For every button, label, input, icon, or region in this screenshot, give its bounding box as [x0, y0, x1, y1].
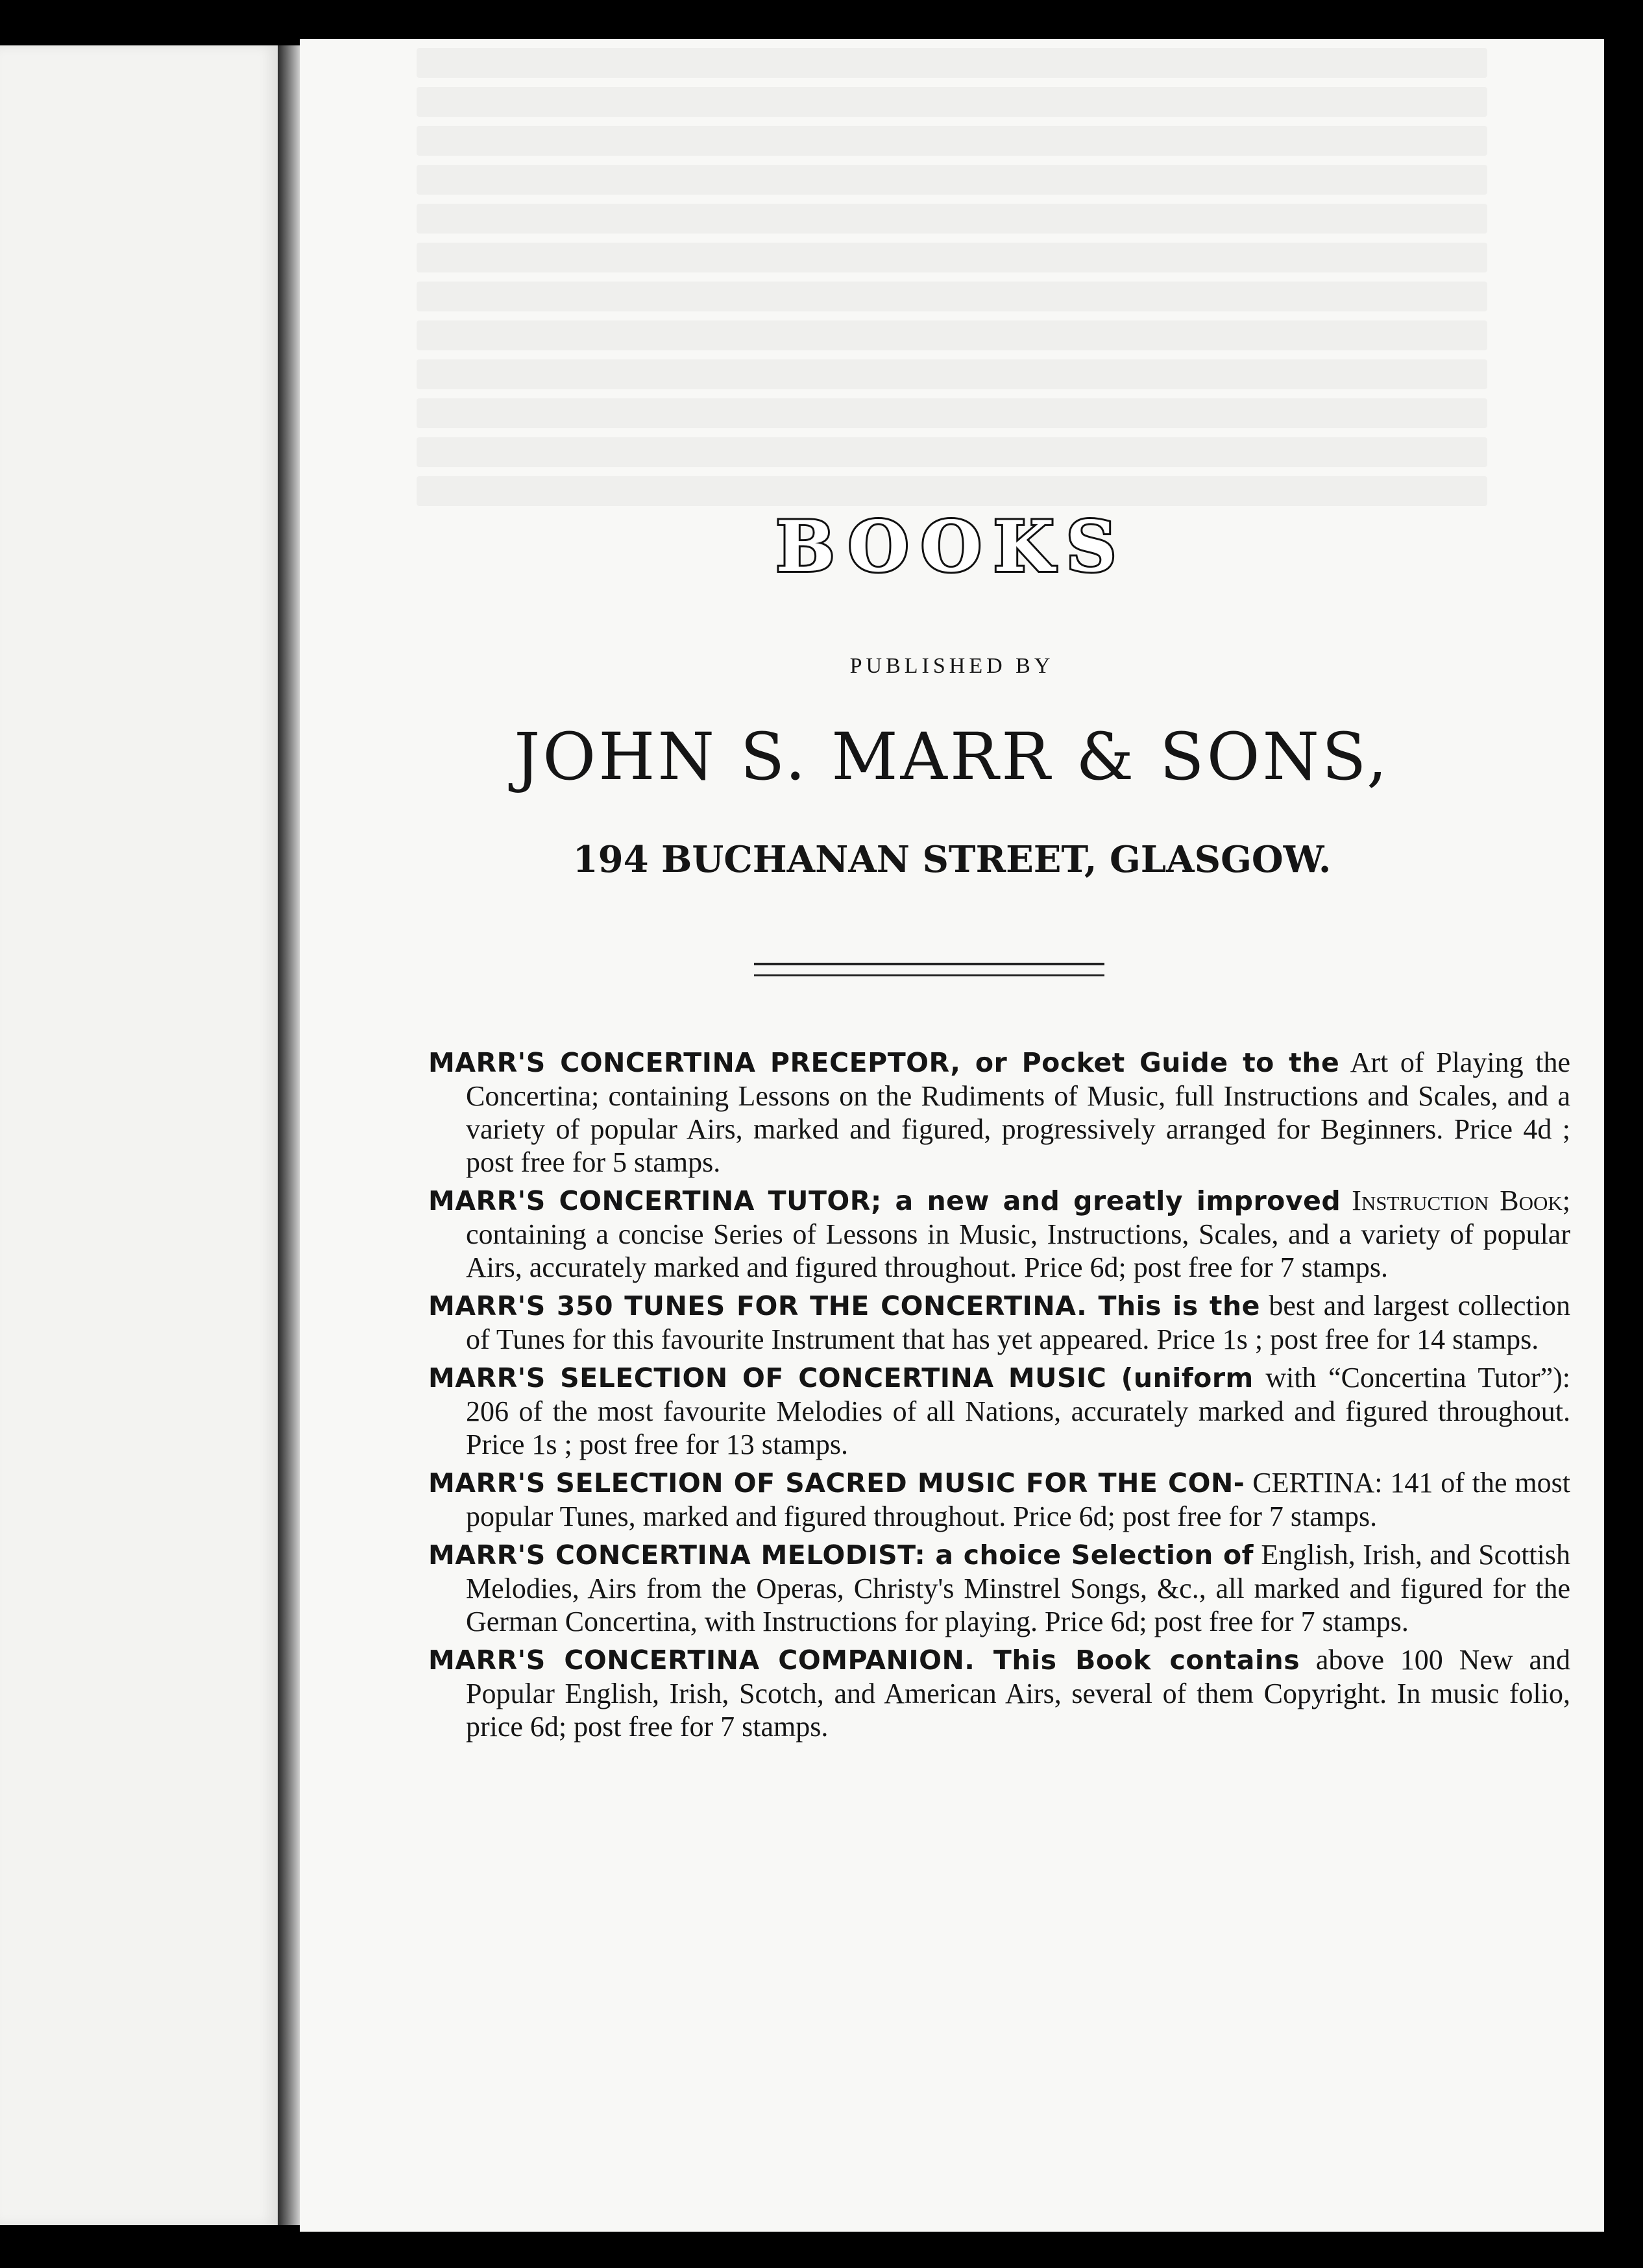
book-heading: MARR'S CONCERTINA COMPANION. This Book contains	[428, 1645, 1300, 1676]
book-description: with “Concertina Tutor”): 206 of the most favourite Melodies of all Nations, accurately marked and figured throughout. Price 1s ; post free for 13 stamps.	[466, 1362, 1571, 1460]
book-heading: MARR'S CONCERTINA MELODIST: a choice Selection of	[428, 1539, 1254, 1571]
book-heading: MARR'S CONCERTINA PRECEPTOR, or Pocket Guide to the	[428, 1047, 1340, 1078]
book-entry-preceptor	[428, 1046, 1570, 1179]
page-title: BOOKS	[775, 506, 1128, 588]
book-description-smallcaps: Instruction Book	[1352, 1185, 1563, 1216]
page-gutter	[278, 45, 301, 2225]
book-heading: MARR'S 350 TUNES FOR THE CONCERTINA. This is the	[428, 1290, 1260, 1321]
book-description: best and largest collection of Tunes for this favourite Instrument that has yet appeared. Price 1s ; post free for 14 stamps.	[466, 1290, 1571, 1355]
book-heading: MARR'S SELECTION OF SACRED MUSIC FOR THE CON-	[428, 1467, 1245, 1499]
book-description: English, Irish, and Scottish Melodies, Airs from the Operas, Christy's Minstrel Songs, &c., all marked and figured for the German Concertina, with Instructions for playing. Price 6d; post free for 7 stamps.	[466, 1539, 1571, 1637]
book-entry-tutor	[428, 1184, 1570, 1284]
book-entry-sacred-music	[428, 1466, 1570, 1533]
book-description: ; containing a concise Series of Lessons in Music, Instructions, Scales, and a variety of popular Airs, accurately marked and figured throughout. Price 6d; post free for 7 stamps.	[466, 1185, 1570, 1283]
book-heading: MARR'S SELECTION OF CONCERTINA MUSIC (uniform	[428, 1362, 1254, 1393]
publisher-address: 194 BUCHANAN STREET, GLASGOW.	[572, 838, 1332, 881]
advertisement-page	[300, 39, 1604, 2232]
book-entry-350-tunes	[428, 1289, 1570, 1356]
book-description: above 100 New and Popular English, Irish, Scotch, and American Airs, several of them Copyright. In music folio, price 6d; post free for 7 stamps.	[466, 1644, 1571, 1743]
book-description: Art of Playing the Concertina; containing Lessons on the Rudiments of Music, full Instructions and Scales, and a variety of popular Airs, marked and figured, progressively arranged for Beginners. Price 4d ; post free for 5 stamps.	[466, 1046, 1570, 1178]
book-heading: MARR'S CONCERTINA TUTOR; a new and greatly improved	[428, 1185, 1341, 1216]
left-page-blank	[0, 45, 278, 2225]
publisher-name: JOHN S. MARR & SONS,	[514, 719, 1390, 795]
book-entry-companion	[428, 1643, 1570, 1743]
double-rule-divider	[754, 963, 1104, 976]
book-entry-melodist	[428, 1538, 1570, 1638]
book-description: CERTINA: 141 of the most popular Tunes, marked and figured throughout. Price 6d; post free for 7 stamps.	[466, 1467, 1570, 1532]
book-entry-selection-concertina	[428, 1361, 1570, 1461]
published-by-line: PUBLISHED BY	[849, 654, 1054, 678]
book-list	[428, 1046, 1570, 1748]
